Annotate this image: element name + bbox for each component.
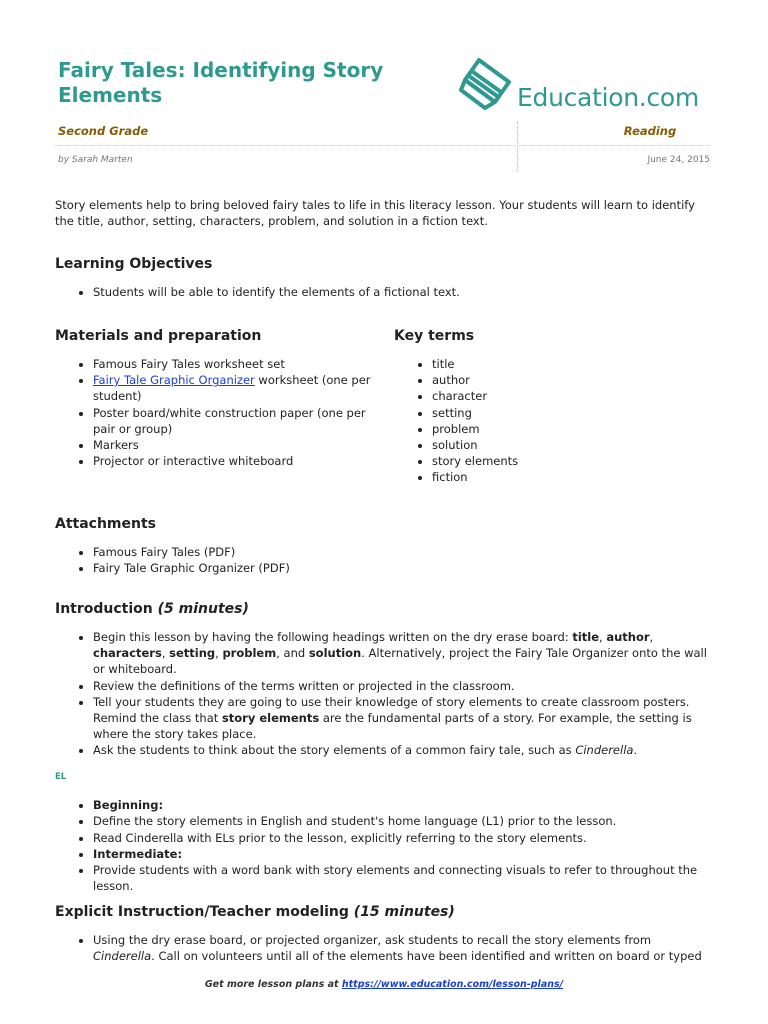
- list-item: • Using the dry erase board, or projected organizer, ask students to recall the story elements from Cinderella. Call on volunteers until all of the elements have been identified and written on board or typed: [93, 932, 710, 964]
- logo-text: Education.com: [517, 83, 699, 112]
- list-item: • Poster board/white construction paper (one per pair or group): [93, 405, 385, 437]
- list-item: • problem: [432, 421, 694, 437]
- section-heading: Attachments: [55, 516, 157, 532]
- list-item: • author: [432, 372, 694, 388]
- list-item: • solution: [432, 437, 694, 453]
- list-item: • Begin this lesson by having the following headings written on the dry erase board: title, author, characters, setting, problem, and solution. Alternatively, project the Fairy Tale Organizer onto the wall or whiteboard.: [93, 629, 710, 678]
- list-item: • Read Cinderella with ELs prior to the lesson, explicitly referring to the story elements.: [93, 830, 710, 846]
- list-item: • Famous Fairy Tales worksheet set: [93, 356, 385, 372]
- subject-label: Reading: [623, 124, 677, 138]
- list-item: • Fairy Tale Graphic Organizer worksheet (one per student): [93, 372, 385, 404]
- intro-paragraph: Story elements help to bring beloved fairy tales to life in this literacy lesson. Your students will learn to identify the title, author, setting, characters, problem, and solution in a fiction text.: [55, 198, 695, 229]
- section-heading: Key terms: [394, 328, 475, 344]
- section-heading: Materials and preparation: [55, 328, 262, 344]
- key-terms-section: [394, 327, 694, 486]
- introduction-section: [55, 600, 710, 759]
- education-logo[interactable]: [455, 56, 715, 114]
- explicit-instruction-section: [55, 903, 710, 964]
- lesson-plans-link[interactable]: https://www.education.com/lesson-plans/: [341, 979, 564, 990]
- list-item: • fiction: [432, 469, 694, 485]
- list-item: • character: [432, 388, 694, 404]
- list-item: • setting: [432, 405, 694, 421]
- graphic-organizer-link[interactable]: Fairy Tale Graphic Organizer: [93, 373, 255, 388]
- divider: [55, 145, 710, 146]
- list-item: • Tell your students they are going to use their knowledge of story elements to create classroom posters. Remind the class that story elements are the fundamental parts of a story. For example, the setting is where the story takes place.: [93, 694, 710, 743]
- section-heading: Learning Objectives: [55, 256, 213, 272]
- attachment-item[interactable]: • Famous Fairy Tales (PDF): [93, 544, 710, 560]
- date-label: June 24, 2015: [647, 155, 710, 165]
- el-tag: EL: [55, 772, 67, 782]
- footer: Get more lesson plans at https://www.education.com/lesson-plans/: [204, 979, 564, 990]
- section-heading: Explicit Instruction/Teacher modeling (15 minutes): [55, 904, 455, 920]
- el-section: [55, 769, 710, 894]
- header: [55, 0, 710, 118]
- list-item: • Ask the students to think about the story elements of a common fairy tale, such as Cinderella.: [93, 742, 710, 758]
- list-item: • Markers: [93, 437, 385, 453]
- section-heading: Introduction (5 minutes): [55, 601, 249, 617]
- list-item: • Review the definitions of the terms written or projected in the classroom.: [93, 678, 710, 694]
- lesson-page: [55, 0, 710, 964]
- page-title: Fairy Tales: Identifying Story Elements: [58, 58, 384, 107]
- list-item: • story elements: [432, 453, 694, 469]
- attachments-section: [55, 515, 710, 576]
- grade-label: Second Grade: [58, 124, 149, 138]
- learning-objectives-section: [55, 255, 710, 300]
- list-item: • Projector or interactive whiteboard: [93, 453, 385, 469]
- list-item: • Provide students with a word bank with story elements and connecting visuals to refer to throughout the lesson.: [93, 862, 710, 894]
- list-item: • title: [432, 356, 694, 372]
- list-item: • Students will be able to identify the elements of a fictional text.: [93, 284, 710, 300]
- list-item: • Beginning:: [93, 797, 710, 813]
- pencil-logo-icon: [455, 56, 517, 112]
- lesson-body: [55, 197, 710, 964]
- divider: [517, 122, 518, 172]
- attachment-item[interactable]: • Fairy Tale Graphic Organizer (PDF): [93, 560, 710, 576]
- author-label: by Sarah Marten: [58, 155, 133, 165]
- list-item: • Intermediate:: [93, 846, 710, 862]
- materials-section: [55, 327, 385, 469]
- list-item: • Define the story elements in English and student's home language (L1) prior to the lesson.: [93, 813, 710, 829]
